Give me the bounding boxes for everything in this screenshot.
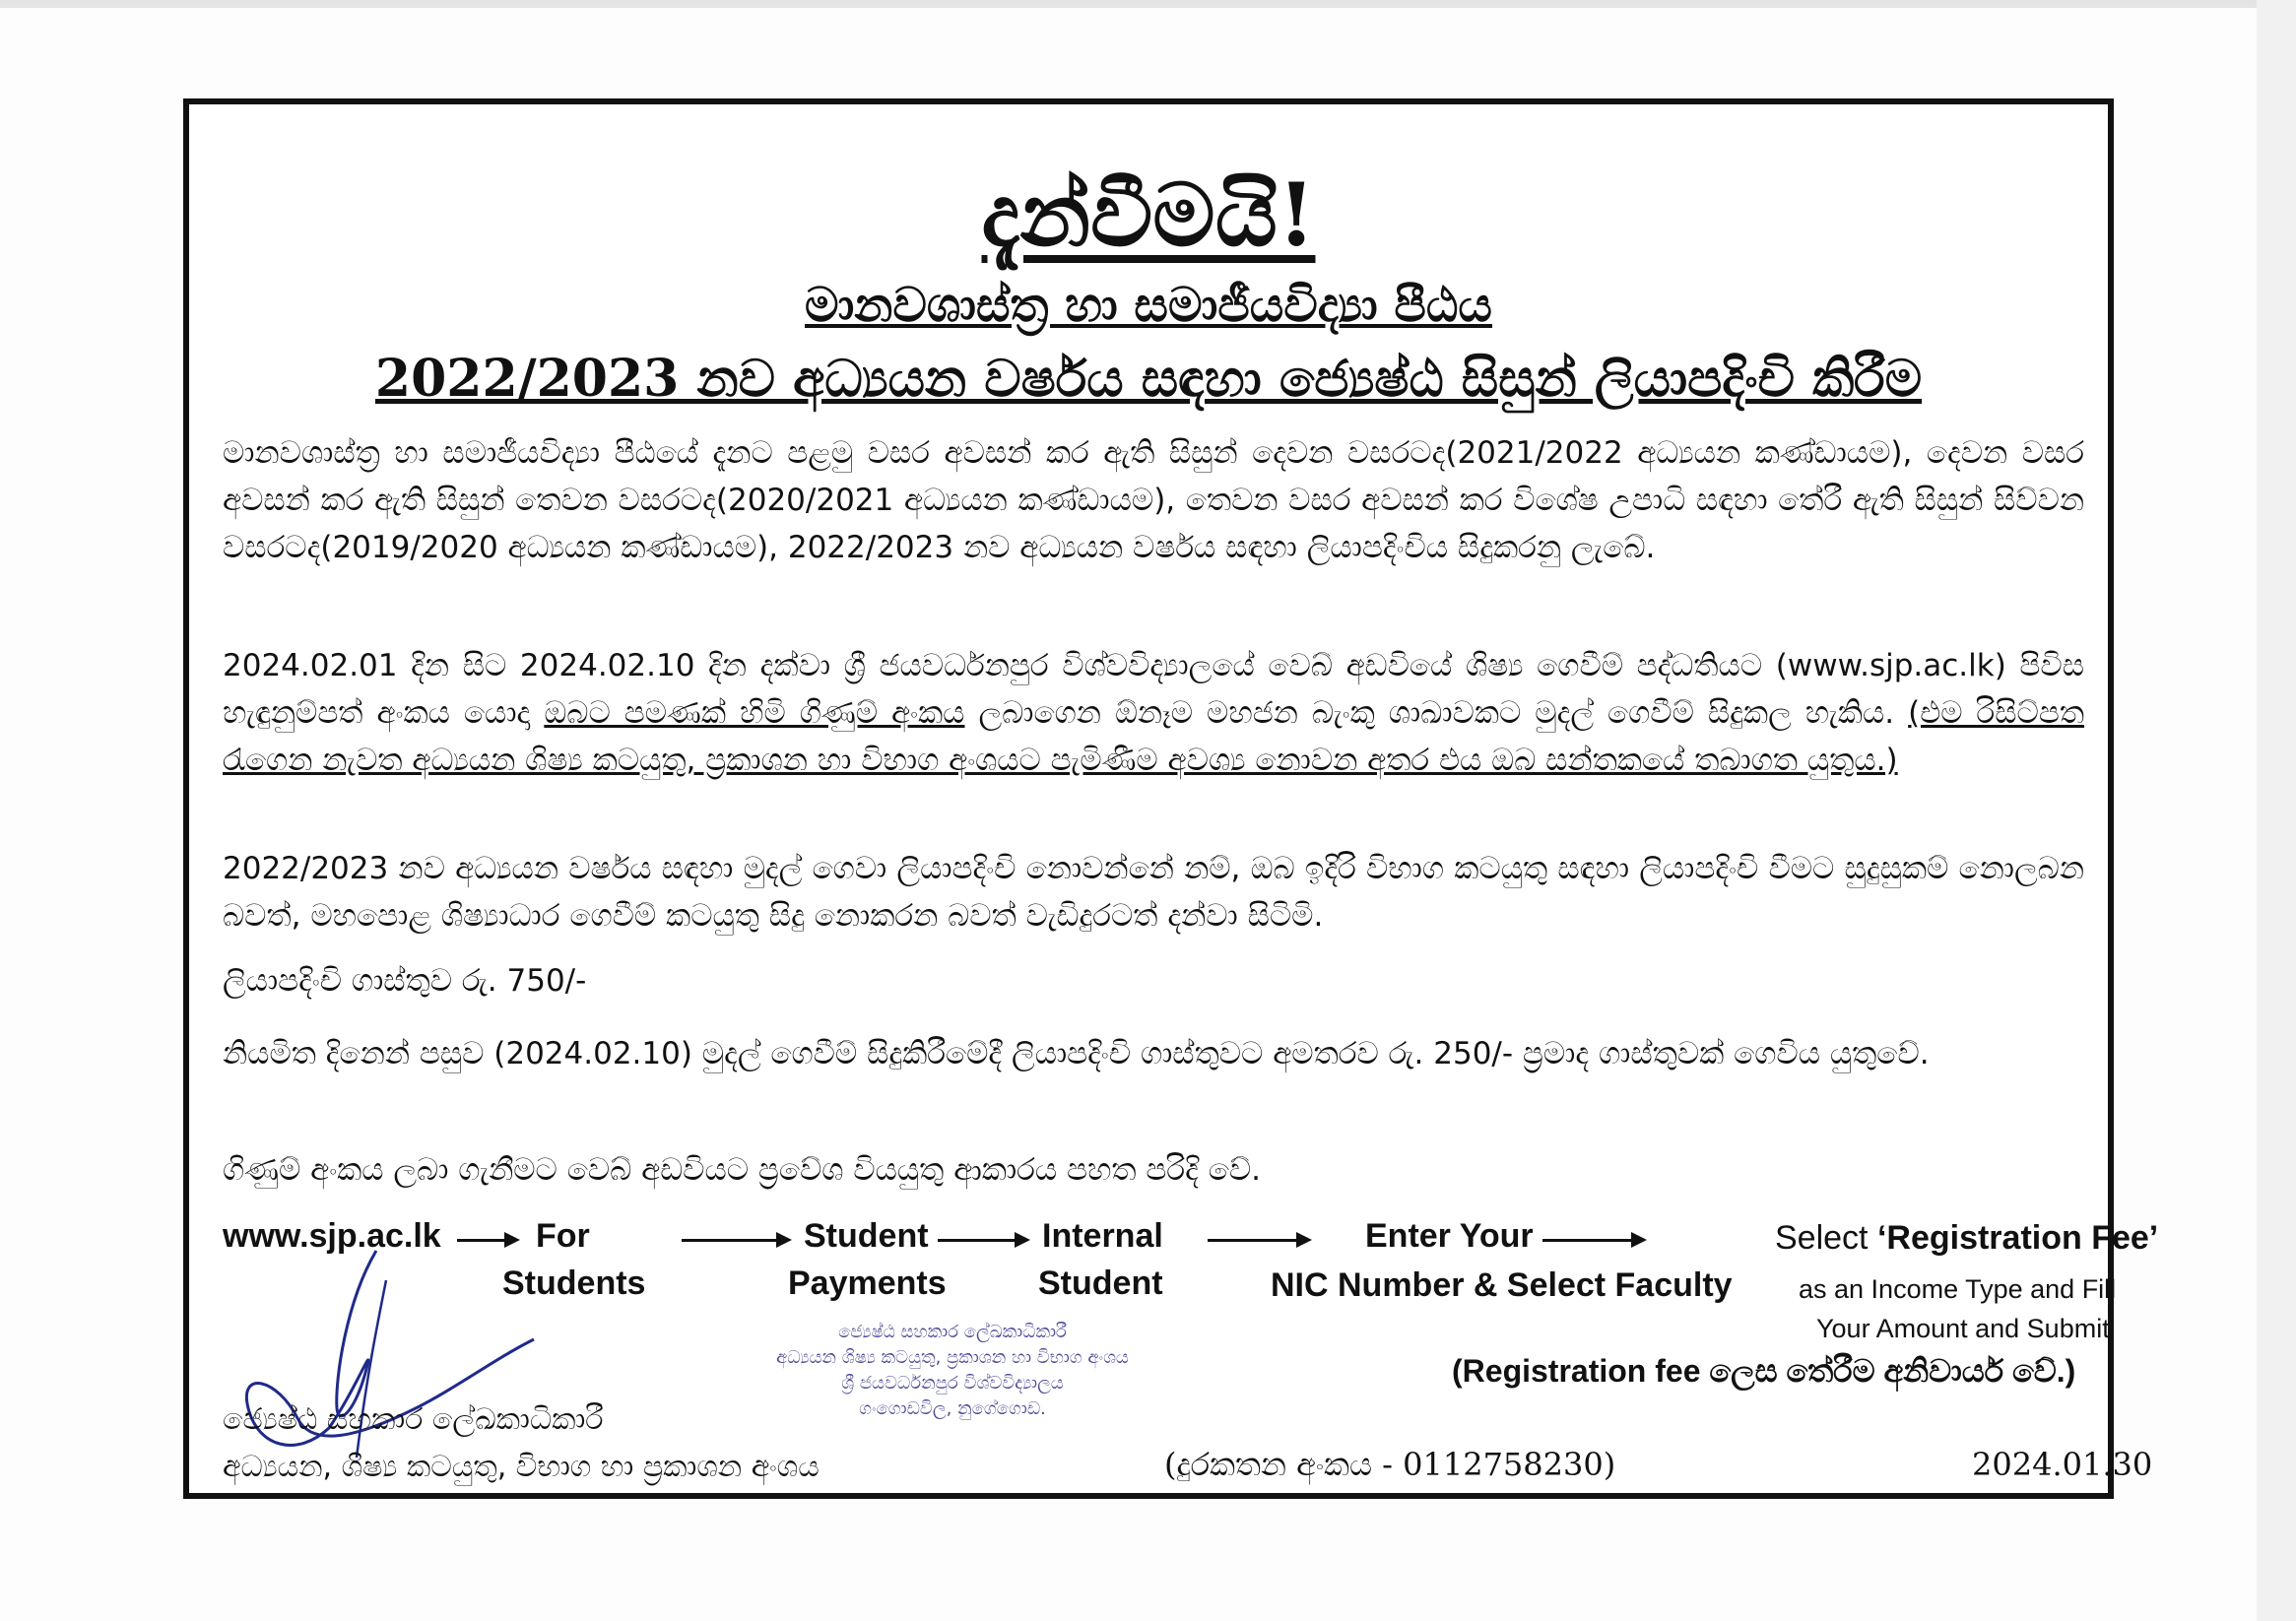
- flow-site: www.sjp.ac.lk: [223, 1217, 441, 1255]
- flow-step1-line2: Students: [502, 1264, 646, 1302]
- flow-step1-line1: For: [536, 1217, 590, 1255]
- arrow-right-icon: [938, 1239, 1026, 1242]
- stamp-line-address: ගංගොඩවිල, නුගේගොඩ.: [859, 1398, 1046, 1419]
- scan-margin: [2257, 0, 2296, 1621]
- flow-step3-line2: Student: [1038, 1264, 1163, 1302]
- arrow-right-icon: [1542, 1239, 1643, 1242]
- notice-heading: 2022/2023 නව අධ්‍යයන වර්ෂය සඳහා ජ්‍යෙෂ්ඨ සිසුන් ලියාපදිංචි කිරීම: [374, 349, 1923, 409]
- official-stamp: [721, 1320, 1184, 1422]
- payment-dates-text: 2024.02.01 දින සිට 2024.02.10 දින දක්වා ශ්‍රී ජයවර්ධනපුර විශ්වවිද්‍යාලයේ වෙබ් අඩවියේ ශිෂ්‍ය ගෙවීම් පද්ධතියට (www.sjp.ac.lk) පිවිස හැඳුනුම්පත් අංකය යොදා: [223, 648, 2084, 731]
- flow-step5-line1: [1775, 1219, 2158, 1258]
- registration-fee-note: (Registration fee ලෙස තේරීම අනිවාර්ය වේ.): [1452, 1353, 2076, 1389]
- receipt-note: (එම රිසිට්පත රැගෙන නැවත අධ්‍යයන ශිෂ්‍ය කටයුතු, ප්‍රකාශන හා විභාග අංශයට පැමිණීම අවශ්‍ය නොවන අතර එය ඔබ සන්තකයේ තබාගත යුතුය.): [223, 695, 2084, 778]
- arrow-right-icon: [682, 1239, 788, 1242]
- stamp-line-department: අධ්‍යයන ශිෂ්‍ය කටයුතු, ප්‍රකාශන හා විභාග අංශය: [776, 1347, 1129, 1368]
- notice-frame: [183, 98, 2159, 1499]
- stamp-line-university: ශ්‍රී ජයවර්ධනපුර විශ්වවිද්‍යාලය: [841, 1373, 1064, 1394]
- signatory-title: ජ්‍යෙෂ්ඨ සහකාර ලේඛකාධිකාරී: [223, 1402, 604, 1437]
- flow-step2-line2: Payments: [788, 1264, 947, 1302]
- paragraph-intro: මානවශාස්ත්‍ර හා සමාජීයවිද්‍යා පීඨයේ දැනට පළමු වසර අවසන් කර ඇති සිසුන් දෙවන වසරටද(2021/2022 අධ්‍යයන කණ්ඩායම), දෙවන වසර අවසන් කර ඇති සිසුන් තෙවන වසරටද(2020/2021 අධ්‍යයන කණ්ඩායම), තෙවන වසර අවසන් කර විශේෂ උපාධි සඳහා තේරී ඇති සිසුන් සිව්වන වසරටද(2019/2020 අධ්‍යයන කණ්ඩායම), 2022/2023 නව අධ්‍යයන වර්ෂය සඳහා ලියාපදිංචිය සිදුකරනු ලැබේ.: [223, 435, 2084, 565]
- scan-edge: [0, 0, 2296, 8]
- phone-number: (දුරකතන අංකය - 0112758230): [1164, 1446, 1616, 1483]
- faculty-name: මානවශාස්ත්‍ර හා සමාජීයවිද්‍යා පීඨය: [805, 278, 1492, 333]
- account-number-phrase: ඔබට පමණක් හිමි ගිණුම් අංකය: [544, 695, 965, 731]
- flow-step5-line3: Your Amount and Submit: [1816, 1314, 2110, 1343]
- notice-date: 2024.01.30: [1972, 1446, 2153, 1483]
- flow-step4-line1: Enter Your: [1365, 1217, 1534, 1255]
- signatory-department: අධ්‍යයන, ශිෂ්‍ය කටයුතු, විභාග හා ප්‍රකාශන අංශය: [223, 1450, 820, 1484]
- flow-step5-highlight: ‘Registration Fee’: [1876, 1219, 2159, 1257]
- flow-step5-prefix: Select: [1775, 1219, 1877, 1257]
- flow-step4-line2: NIC Number & Select Faculty: [1271, 1266, 1733, 1304]
- late-fee: නියමිත දිනෙන් පසුව (2024.02.10) මුදල් ගෙවීම් සිදුකිරීමේදී ලියාපදිංචි ගාස්තුවට අමතරව රු. 250/- ප්‍රමාද ගාස්තුවක් ගෙවිය යුතුවේ.: [223, 1036, 1930, 1071]
- flow-step2-line1: Student: [804, 1217, 929, 1255]
- notice-title: දැන්වීමයි!: [981, 163, 1316, 266]
- flow-step5-line2: as an Income Type and Fill: [1799, 1274, 2117, 1304]
- paragraph-warning: 2022/2023 නව අධ්‍යයන වර්ෂය සඳහා මුදල් ගෙවා ලියාපදිංචි නොවන්නේ නම්, ඔබ ඉදිරි විභාග කටයුතු සඳහා ලියාපදිංචි වීමට සුදුසුකම් නොලබන බවත්, මහපොළ ශිෂ්‍යාධාර ගෙවීම් කටයුතු සිදු නොකරන බවත් වැඩිදුරටත් දන්වා සිටිමි.: [223, 851, 2084, 934]
- payment-bank-text: ලබාගෙන ඕනෑම මහජන බැංකු ශාඛාවකට මුදල් ගෙවීම් සිදුකල හැකිය.: [964, 695, 1909, 731]
- arrow-right-icon: [1208, 1239, 1308, 1242]
- stamp-line-title: ජ්‍යෙෂ්ඨ සහකාර ලේඛකාධිකාරී: [838, 1322, 1067, 1342]
- paragraph-payment: [223, 642, 2084, 784]
- registration-fee: ලියාපදිංචි ගාස්තුව රු. 750/-: [223, 963, 587, 999]
- flow-step3-line1: Internal: [1042, 1217, 1163, 1255]
- instructions-intro: ගිණුම් අංකය ලබා ගැනීමට වෙබ් අඩවියට ප්‍රවේශ වියයුතු ආකාරය පහත පරිදි වේ.: [223, 1152, 1262, 1188]
